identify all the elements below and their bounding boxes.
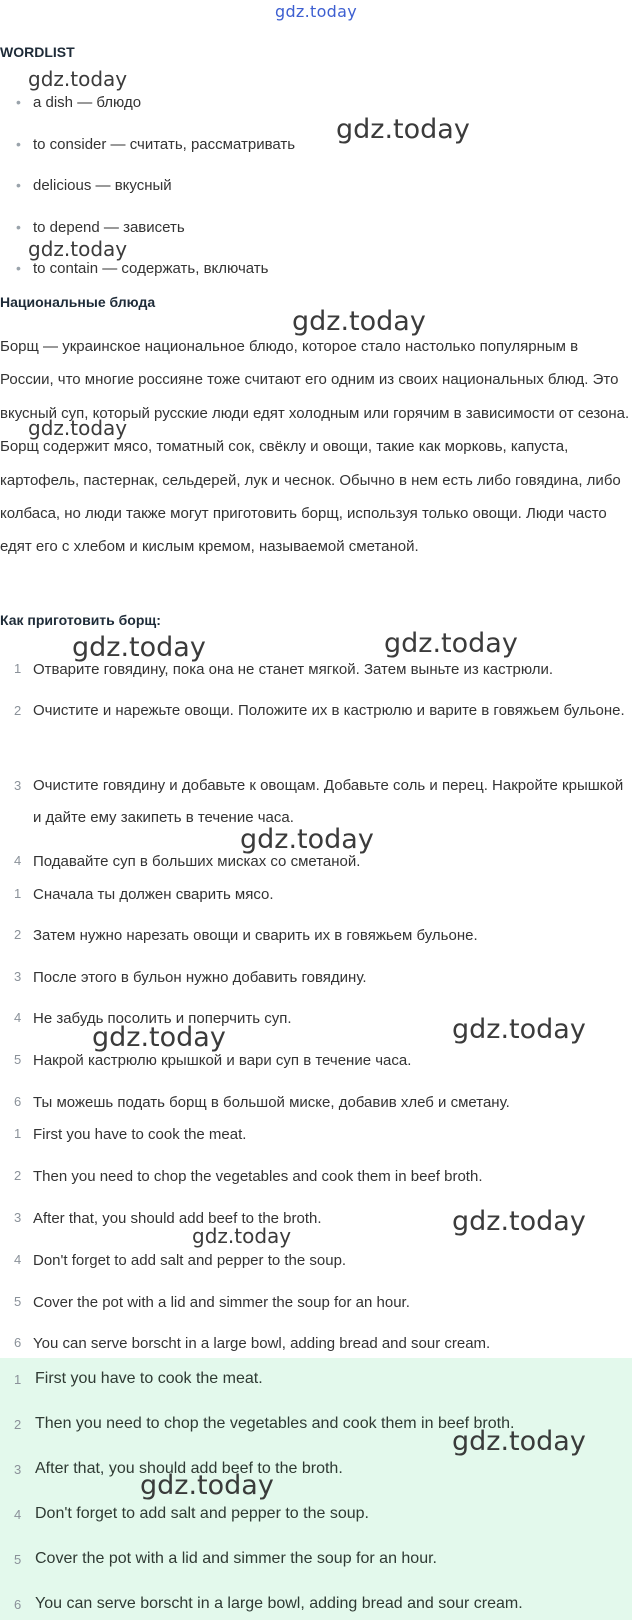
item-number: 3 <box>14 1462 22 1477</box>
item-text: You can serve borscht in a large bowl, adding bread and sour cream. <box>33 1335 491 1352</box>
item-number: 5 <box>14 1552 22 1567</box>
watermark: gdz.today <box>92 1022 226 1053</box>
wordlist-item-text: to depend — зависеть <box>33 219 185 236</box>
item-number: 4 <box>14 1252 22 1267</box>
step-text: Подавайте суп в больших мисках со сметаной. <box>33 853 361 870</box>
step-number: 3 <box>14 778 22 793</box>
wordlist-item-text: delicious — вкусный <box>33 177 172 194</box>
item-text: Затем нужно нарезать овощи и сварить их в говяжьем бульоне. <box>33 927 478 944</box>
watermark: gdz.today <box>28 237 128 261</box>
item-text: Накрой кастрюлю крышкой и вари суп в течение часа. <box>33 1052 412 1069</box>
watermark: gdz.today <box>240 824 374 855</box>
item-number: 6 <box>14 1335 22 1350</box>
watermark: gdz.today <box>452 1206 586 1237</box>
item-number: 1 <box>14 886 22 901</box>
answer-box <box>0 1358 632 1620</box>
bullet-icon: • <box>16 177 21 193</box>
site-link[interactable]: gdz.today <box>275 2 357 21</box>
watermark: gdz.today <box>192 1224 292 1248</box>
item-text: First you have to cook the meat. <box>35 1370 263 1387</box>
step-text: Отварите говядину, пока она не станет мягкой. Затем выньте из кастрюли. <box>33 661 554 678</box>
watermark: gdz.today <box>452 1014 586 1045</box>
bullet-icon: • <box>16 136 21 152</box>
item-number: 1 <box>14 1126 22 1141</box>
item-number: 1 <box>14 1372 22 1387</box>
step-text: Очистите и нарежьте овощи. Положите их в кастрюлю и варите в говяжьем бульоне. <box>33 702 625 719</box>
item-number: 5 <box>14 1052 22 1067</box>
step-number: 1 <box>14 661 22 676</box>
wordlist-item-text: a dish — блюдо <box>33 94 142 111</box>
watermark: gdz.today <box>28 67 128 91</box>
watermark: gdz.today <box>292 306 426 337</box>
bullet-icon: • <box>16 94 21 110</box>
item-text: Don't forget to add salt and pepper to the soup. <box>35 1505 369 1522</box>
item-number: 3 <box>14 1210 22 1225</box>
watermark: gdz.today <box>452 1426 586 1457</box>
item-number: 6 <box>14 1094 22 1109</box>
item-text: После этого в бульон нужно добавить говядину. <box>33 969 367 986</box>
item-text: Сначала ты должен сварить мясо. <box>33 886 274 903</box>
watermark: gdz.today <box>336 114 470 145</box>
step-number: 2 <box>14 703 22 718</box>
wordlist-item-text: to contain — содержать, включать <box>33 260 269 277</box>
national-paragraph: Борщ — украинское национальное блюдо, которое стало настолько популярным в России, что многие россияне тоже считают его одним из своих национальных блюд. Это вкусный суп, который русские люди едят холодным или горячим в зависимости от сезона. Борщ содержит мясо, томатный сок, свёклу и овощи, такие как морковь, капуста, картофель, пастернак, сельдерей, лук и чеснок. Обычно в нем есть либо говядина, либо колбаса, но люди также могут приготовить борщ, используя только овощи. Люди часто едят его с хлебом и кислым кремом, называемой сметаной. <box>0 338 630 556</box>
item-text: Don't forget to add salt and pepper to the soup. <box>33 1252 347 1269</box>
item-number: 2 <box>14 1417 22 1432</box>
item-number: 5 <box>14 1294 22 1309</box>
item-text: Ты можешь подать борщ в большой миске, добавив хлеб и сметану. <box>33 1094 510 1111</box>
watermark: gdz.today <box>140 1470 274 1501</box>
item-text: Cover the pot with a lid and simmer the soup for an hour. <box>35 1550 437 1567</box>
item-number: 2 <box>14 1168 22 1183</box>
item-text: Cover the pot with a lid and simmer the soup for an hour. <box>33 1294 410 1311</box>
bullet-icon: • <box>16 219 21 235</box>
wordlist-heading: WORDLIST <box>0 44 75 60</box>
item-number: 4 <box>14 1507 22 1522</box>
step-number: 4 <box>14 853 22 868</box>
item-number: 4 <box>14 1010 22 1025</box>
item-text: First you have to cook the meat. <box>33 1126 247 1143</box>
item-number: 6 <box>14 1597 22 1612</box>
watermark: gdz.today <box>384 628 518 659</box>
wordlist-item-text: to consider — считать, рассматривать <box>33 136 296 153</box>
item-number: 3 <box>14 969 22 984</box>
item-text: You can serve borscht in a large bowl, adding bread and sour cream. <box>35 1595 523 1612</box>
national-heading: Национальные блюда <box>0 294 156 310</box>
step-text: Очистите говядину и добавьте к овощам. Добавьте соль и перец. Накройте крышкой и дайте ему закипеть в течение часа. <box>33 777 624 826</box>
item-text: After that, you should add beef to the broth. <box>33 1210 322 1227</box>
item-number: 2 <box>14 927 22 942</box>
watermark: gdz.today <box>28 416 128 440</box>
item-text: Then you need to chop the vegetables and cook them in beef broth. <box>33 1168 483 1185</box>
bullet-icon: • <box>16 260 21 276</box>
watermark: gdz.today <box>72 632 206 663</box>
item-text: Не забудь посолить и поперчить суп. <box>33 1010 292 1027</box>
howto-heading: Как приготовить борщ: <box>0 612 161 628</box>
item-text: Then you need to chop the vegetables and cook them in beef broth. <box>35 1415 515 1432</box>
item-text: After that, you should add beef to the broth. <box>35 1460 343 1477</box>
